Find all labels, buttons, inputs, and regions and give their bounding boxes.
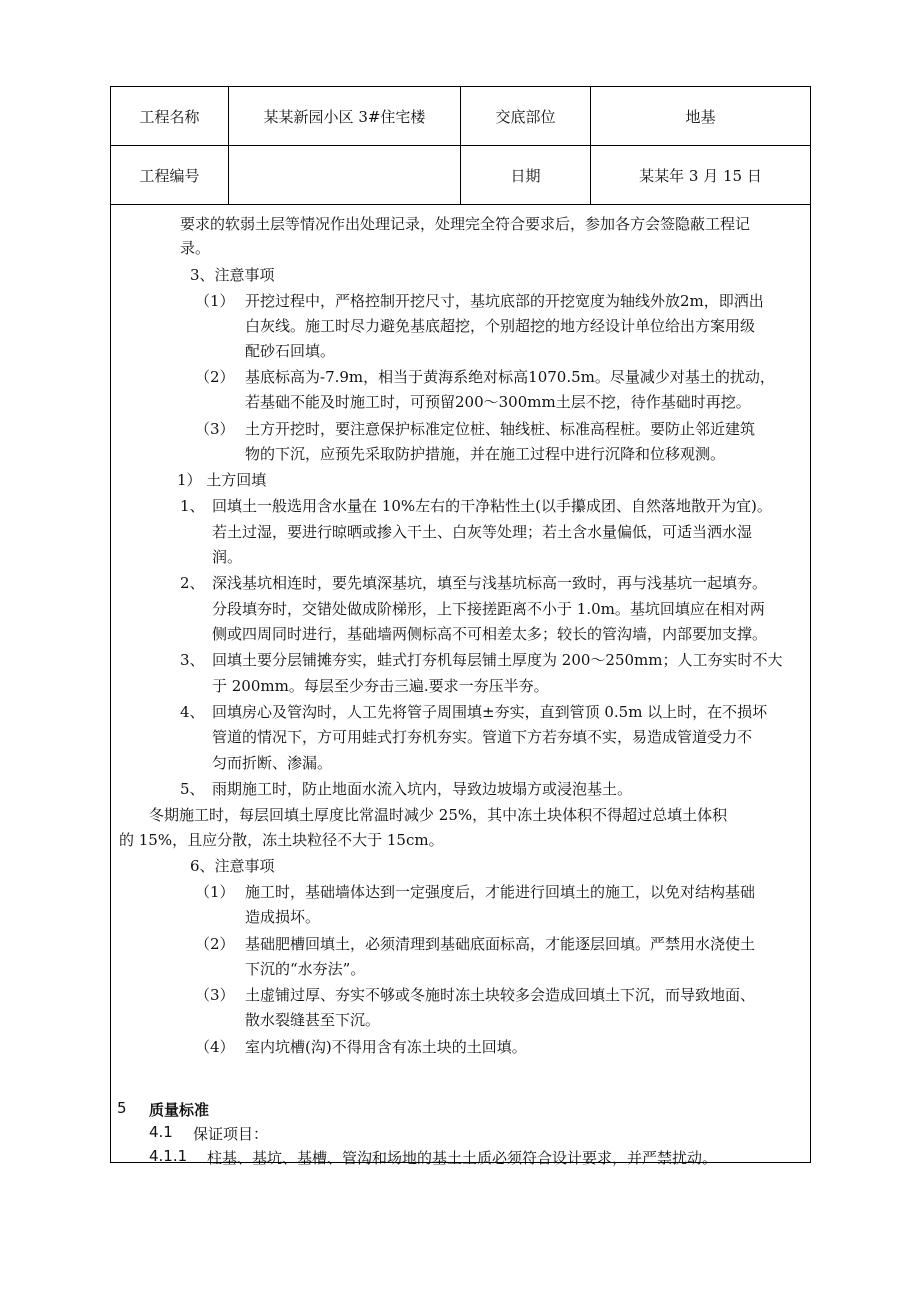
item-label: （2） <box>195 935 235 953</box>
text-line: 施工时，基础墙体达到一定强度后，才能进行回填土的施工，以免对结构基础 <box>245 883 756 901</box>
item-label: （1） <box>195 883 235 901</box>
item-label: 4、 <box>180 703 205 721</box>
text-line: 下沉的“水夯法”。 <box>245 960 366 978</box>
text-line: 于 200mm。每层至少夯击三遍.要求一夯压半夯。 <box>212 677 549 695</box>
item-label: （2） <box>195 368 235 386</box>
header-row-2 <box>111 146 810 205</box>
item-label: （3） <box>195 986 235 1004</box>
text-line: 分段填夯时，交错处做成阶梯形，上下接搓距离不小于 1.0m。基坑回填应在相对两 <box>212 600 765 618</box>
text-line: 室内坑槽(沟)不得用含有冻土块的土回填。 <box>245 1038 527 1056</box>
text-line: 回填土要分层铺摊夯实，蛙式打夯机每层铺土厚度为 200～250mm；人工夯实时不大 <box>212 651 783 669</box>
project-name-label: 工程名称 <box>111 87 229 145</box>
disclosure-content <box>111 205 810 1167</box>
text-line: 散水裂缝甚至下沉。 <box>245 1011 381 1029</box>
text-line: 物的下沉，应预先采取防护措施，并在施工过程中进行沉降和位移观测。 <box>245 445 726 463</box>
date-label: 日期 <box>461 146 591 204</box>
text-line: 冬期施工时，每层回填土厚度比常温时减少 25%，其中冻土块体积不得超过总填土体积 <box>149 806 728 824</box>
part-value: 地基 <box>685 107 716 126</box>
text-line: 润。 <box>212 548 243 566</box>
technical-disclosure-table <box>110 86 811 1167</box>
item-label: 3、 <box>180 651 205 669</box>
project-no-label: 工程编号 <box>111 146 229 204</box>
text-line: 回填土一般选用含水量在 10%左右的干净粘性土(以手攥成团、自然落地散开为宜)。 <box>212 497 772 515</box>
text-line: 雨期施工时，防止地面水流入坑内，导致边坡塌方或浸泡基土。 <box>212 780 633 798</box>
text-line: 侧或四周同时进行，基础墙两侧标高不可相差太多；较长的管沟墙，内部要加支撑。 <box>212 625 768 643</box>
item-label: （3） <box>195 420 235 438</box>
text-line: 基础肥槽回填土，必须清理到基础底面标高，才能逐层回填。严禁用水浇使土 <box>245 935 756 953</box>
subsection-title: 保证项目： <box>193 1125 269 1143</box>
text-line: 录。 <box>180 239 211 257</box>
item-label: （1） <box>195 292 235 310</box>
text-line: 要求的软弱土层等情况作出处理记录，处理完全符合要求后，参加各方会签隐蔽工程记 <box>180 215 751 233</box>
text-line: 造成损坏。 <box>245 908 321 926</box>
text-line: 匀而折断、渗漏。 <box>212 754 333 772</box>
clause-number: 4.1.1 <box>149 1147 188 1165</box>
item-label: 5、 <box>180 780 205 798</box>
text-line: 若基础不能及时施工时，可预留200～300mm土层不挖，待作基础时再挖。 <box>245 393 751 411</box>
item-label: （4） <box>195 1038 235 1056</box>
text-line: 深浅基坑相连时，要先填深基坑，填至与浅基坑标高一致时，再与浅基坑一起填夯。 <box>212 574 768 592</box>
section-heading: 3、注意事项 <box>190 266 275 284</box>
text-line: 的 15%，且应分散，冻土块粒径不大于 15cm。 <box>119 831 444 849</box>
project-no-value <box>229 146 461 204</box>
item-label: 1、 <box>180 497 205 515</box>
text-line: 配砂石回填。 <box>245 342 336 360</box>
item-label: 2、 <box>180 574 205 592</box>
part-label: 交底部位 <box>461 87 591 145</box>
text-line: 若土过湿，要进行晾晒或掺入干土、白灰等处理；若土含水量偏低，可适当洒水湿 <box>212 523 753 541</box>
quality-section-title: 质量标准 <box>149 1101 210 1119</box>
date-value: 某某年 3 月 15 日 <box>639 166 762 185</box>
text-line: 基底标高为-7.9m，相当于黄海系绝对标高1070.5m。尽量减少对基土的扰动， <box>245 368 775 386</box>
text-line: 管道的情况下，方可用蛙式打夯机夯实。管道下方若夯填不实，易造成管道受力不 <box>212 728 753 746</box>
subsection-number: 4.1 <box>149 1123 173 1141</box>
header-row-1 <box>111 87 810 146</box>
clause-text: 柱基、基坑、基槽、管沟和场地的基土土质必须符合设计要求，并严禁扰动。 <box>207 1149 718 1167</box>
text-line: 土方开挖时，要注意保护标准定位桩、轴线桩、标准高程桩。要防止邻近建筑 <box>245 420 756 438</box>
text-line: 回填房心及管沟时，人工先将管子周围填±夯实，直到管顶 0.5m 以上时，在不损坏 <box>212 703 768 721</box>
section-heading: 6、注意事项 <box>190 857 275 875</box>
text-line: 开挖过程中，严格控制开挖尺寸，基坑底部的开挖宽度为轴线外放2m，即洒出 <box>245 292 764 310</box>
quality-section-number: 5 <box>117 1099 127 1117</box>
text-line: 土虚铺过厚、夯实不够或冬施时冻土块较多会造成回填土下沉，而导致地面、 <box>245 986 756 1004</box>
section-heading: 1） 土方回填 <box>177 471 267 489</box>
project-name-value: 某某新园小区 3#住宅楼 <box>229 87 461 145</box>
text-line: 白灰线。施工时尽力避免基底超挖，个别超挖的地方经设计单位给出方案用级 <box>245 317 756 335</box>
